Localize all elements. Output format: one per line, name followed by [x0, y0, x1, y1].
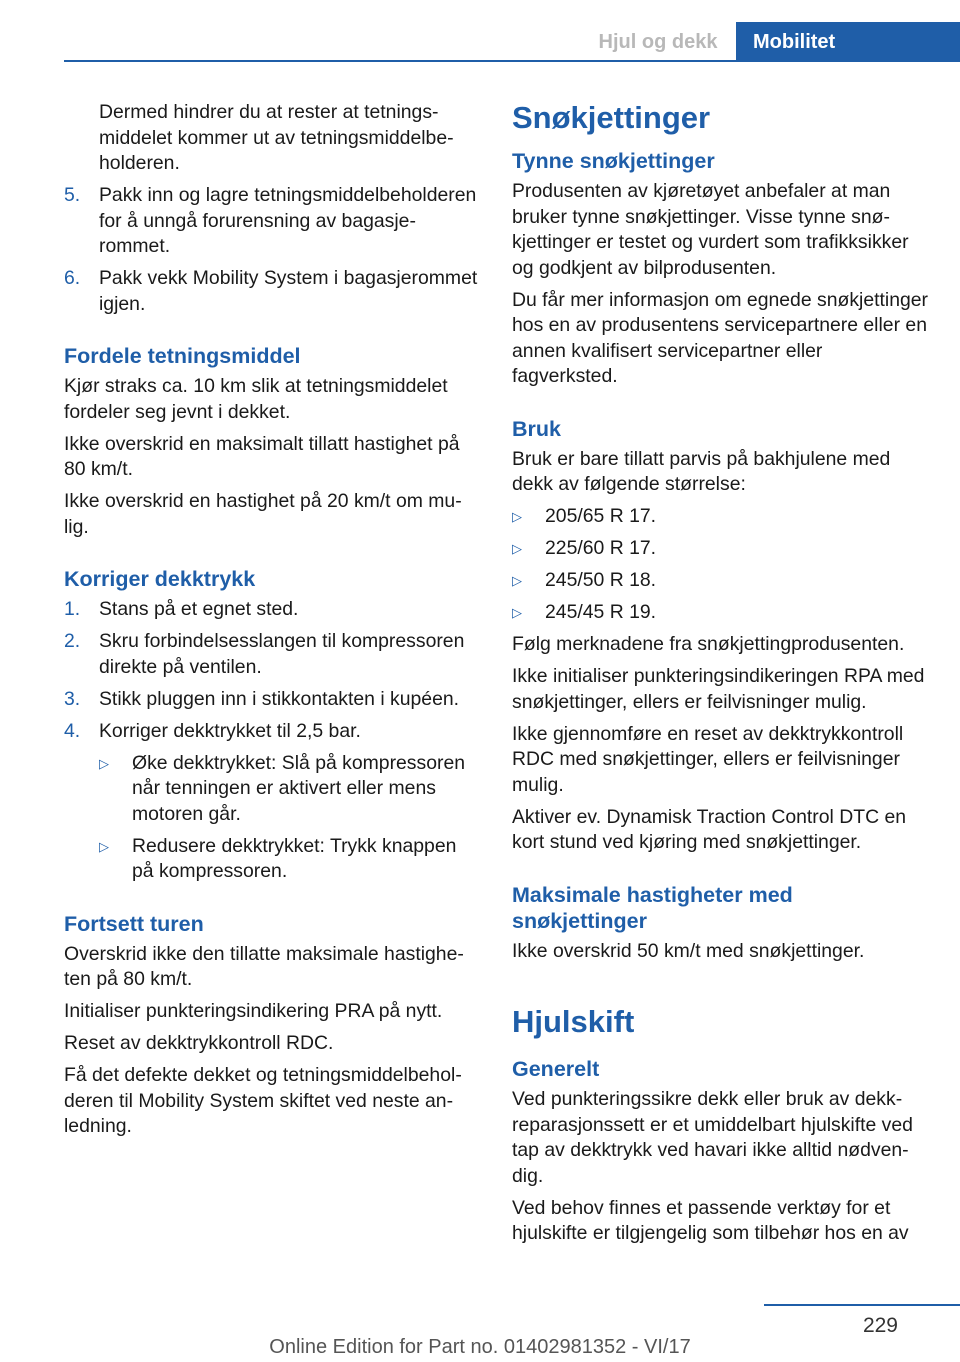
paragraph: Ikke overskrid 50 km/t med snøkjettinger.: [512, 939, 865, 962]
intro-paragraph: Dermed hindrer du at rester at tetningsmiddelet kommer ut av tetningsmiddelbeholderen.: [99, 101, 454, 174]
bullet-text: 245/50 R 18.: [545, 569, 657, 591]
heading-bruk: Bruk: [512, 416, 561, 441]
heading-hjulskift: Hjulskift: [512, 1004, 635, 1039]
step-item: [64, 687, 478, 713]
triangle-right-icon: ▷: [99, 838, 109, 854]
header-rule: [64, 60, 960, 62]
bullet-text: 205/65 R 17.: [545, 505, 657, 527]
paragraph: Du får mer informasjon om egnede snøkjettinger hos en av produsentens servicepartnere eller en annen kvalifisert servicepartner eller fagverksted.: [512, 288, 929, 387]
bullet-text: Redusere dekktrykket: Trykk knappen på kompressoren.: [132, 834, 457, 882]
step-item: [64, 629, 478, 680]
heading-fortsett: Fortsett turen: [64, 911, 204, 936]
step-text: Korriger dekktrykket til 2,5 bar.: [99, 719, 361, 742]
paragraph: Få det defekte dekket og tetningsmiddelbeholderen til Mobility System skiftet ved neste anledning.: [64, 1064, 462, 1137]
paragraph: Initialiser punkteringsindikering PRA på nytt.: [64, 1000, 443, 1022]
triangle-right-icon: ▷: [512, 573, 522, 588]
tab-hjul-og-dekk[interactable]: Hjul og dekk: [598, 31, 718, 53]
triangle-right-icon: ▷: [512, 605, 522, 620]
paragraph: Ikke gjennomføre en reset av dekktrykkontroll RDC med snøkjettinger, ellers er feilvisninger mulig.: [512, 722, 904, 796]
tab-mobilitet[interactable]: Mobilitet: [736, 22, 960, 62]
paragraph: Reset av dekktrykkontroll RDC.: [64, 1032, 334, 1054]
triangle-right-icon: ▷: [512, 541, 522, 556]
sub-bullet-list: [64, 751, 478, 885]
step-number: 3.: [64, 687, 81, 710]
paragraph: Ikke overskrid en hastighet på 20 km/t om mulig.: [64, 490, 462, 538]
heading-generelt: Generelt: [512, 1057, 600, 1081]
heading-maksimale: Maksimale hastigheter med snøkjettinger: [512, 882, 793, 933]
paragraph: Kjør straks ca. 10 km slik at tetningsmiddelet fordeler seg jevnt i dekket.: [64, 375, 448, 423]
paragraph: Produsenten av kjøretøyet anbefaler at man bruker tynne snøkjettinger. Visse tynne snøkjettinger er testet og vurdert som trafikksikker og godkjent av bilprodusenten.: [512, 180, 909, 279]
paragraph: Ikke overskrid en maksimalt tillatt hastighet på 80 km/t.: [64, 432, 460, 480]
bullet-item: [99, 834, 478, 885]
paragraph: Overskrid ikke den tillatte maksimale hastigheten på 80 km/t.: [64, 942, 464, 990]
step-number: 5.: [64, 184, 81, 206]
step-text: Stans på et egnet sted.: [99, 598, 299, 620]
bullet-item: [512, 600, 932, 626]
paragraph: Følg merknadene fra snøkjettingprodusenten.: [512, 633, 905, 655]
paragraph: Bruk er bare tillatt parvis på bakhjulene med dekk av følgende størrelse:: [512, 447, 891, 495]
step-number: 4.: [64, 719, 81, 742]
step-text: Stikk pluggen inn i stikkontakten i kupéen.: [99, 687, 460, 710]
step-number: 1.: [64, 598, 81, 620]
heading-snokjettinger: Snøkjettinger: [512, 100, 711, 135]
heading-fordele: Fordele tetningsmiddel: [64, 344, 301, 368]
bullet-item: [512, 568, 932, 594]
step-text: Skru forbindelsesslangen til kompressoren direkte på ventilen.: [99, 630, 465, 678]
step-item: [64, 183, 478, 260]
heading-tynne: Tynne snøkjettinger: [512, 149, 715, 173]
step-item: [64, 719, 478, 745]
triangle-right-icon: ▷: [512, 509, 522, 524]
bullet-item: [512, 504, 932, 530]
paragraph: Ved behov finnes et passende verktøy for et hjulskifte er tilgjengelig som tilbehør hos en av: [512, 1196, 909, 1244]
footer-rule: [764, 1304, 960, 1306]
bullet-text: 245/45 R 19.: [545, 601, 657, 623]
left-column: [64, 100, 478, 1146]
bullet-item: [512, 536, 932, 562]
step-text: Pakk inn og lagre tetningsmiddelbeholderen for å unngå forurensning av bagasjerommet.: [99, 184, 477, 257]
step-item: [64, 266, 478, 317]
paragraph: Aktiver ev. Dynamisk Traction Control DTC en kort stund ved kjøring med snøkjettinger.: [512, 805, 907, 853]
step-text: Pakk vekk Mobility System i bagasjerommet igjen.: [99, 267, 478, 315]
bullet-text: Øke dekktrykket: Slå på kompressoren når tenningen er aktivert eller mens motoren går.: [132, 751, 466, 825]
step-item: [64, 597, 478, 623]
step-number: 6.: [64, 267, 81, 289]
paragraph: Ved punkteringssikre dekk eller bruk av dekkreparasjonssett er et umiddelbart hjulskifte ved tap av dekktrykk ved havari ikke alltid nødvendig.: [512, 1088, 913, 1187]
edition-footer: Online Edition for Part no. 01402981352 - VI/17: [269, 1336, 691, 1358]
bullet-text: 225/60 R 17.: [545, 537, 657, 559]
right-column: [512, 100, 932, 1253]
paragraph: Ikke initialiser punkteringsindikeringen RPA med snøkjettinger, ellers er feilvisninger mulig.: [512, 665, 925, 713]
page-number: 229: [862, 1314, 898, 1337]
heading-korriger: Korriger dekktrykk: [64, 567, 256, 591]
step-number: 2.: [64, 630, 81, 652]
triangle-right-icon: ▷: [99, 755, 109, 771]
bullet-item: [99, 751, 478, 828]
